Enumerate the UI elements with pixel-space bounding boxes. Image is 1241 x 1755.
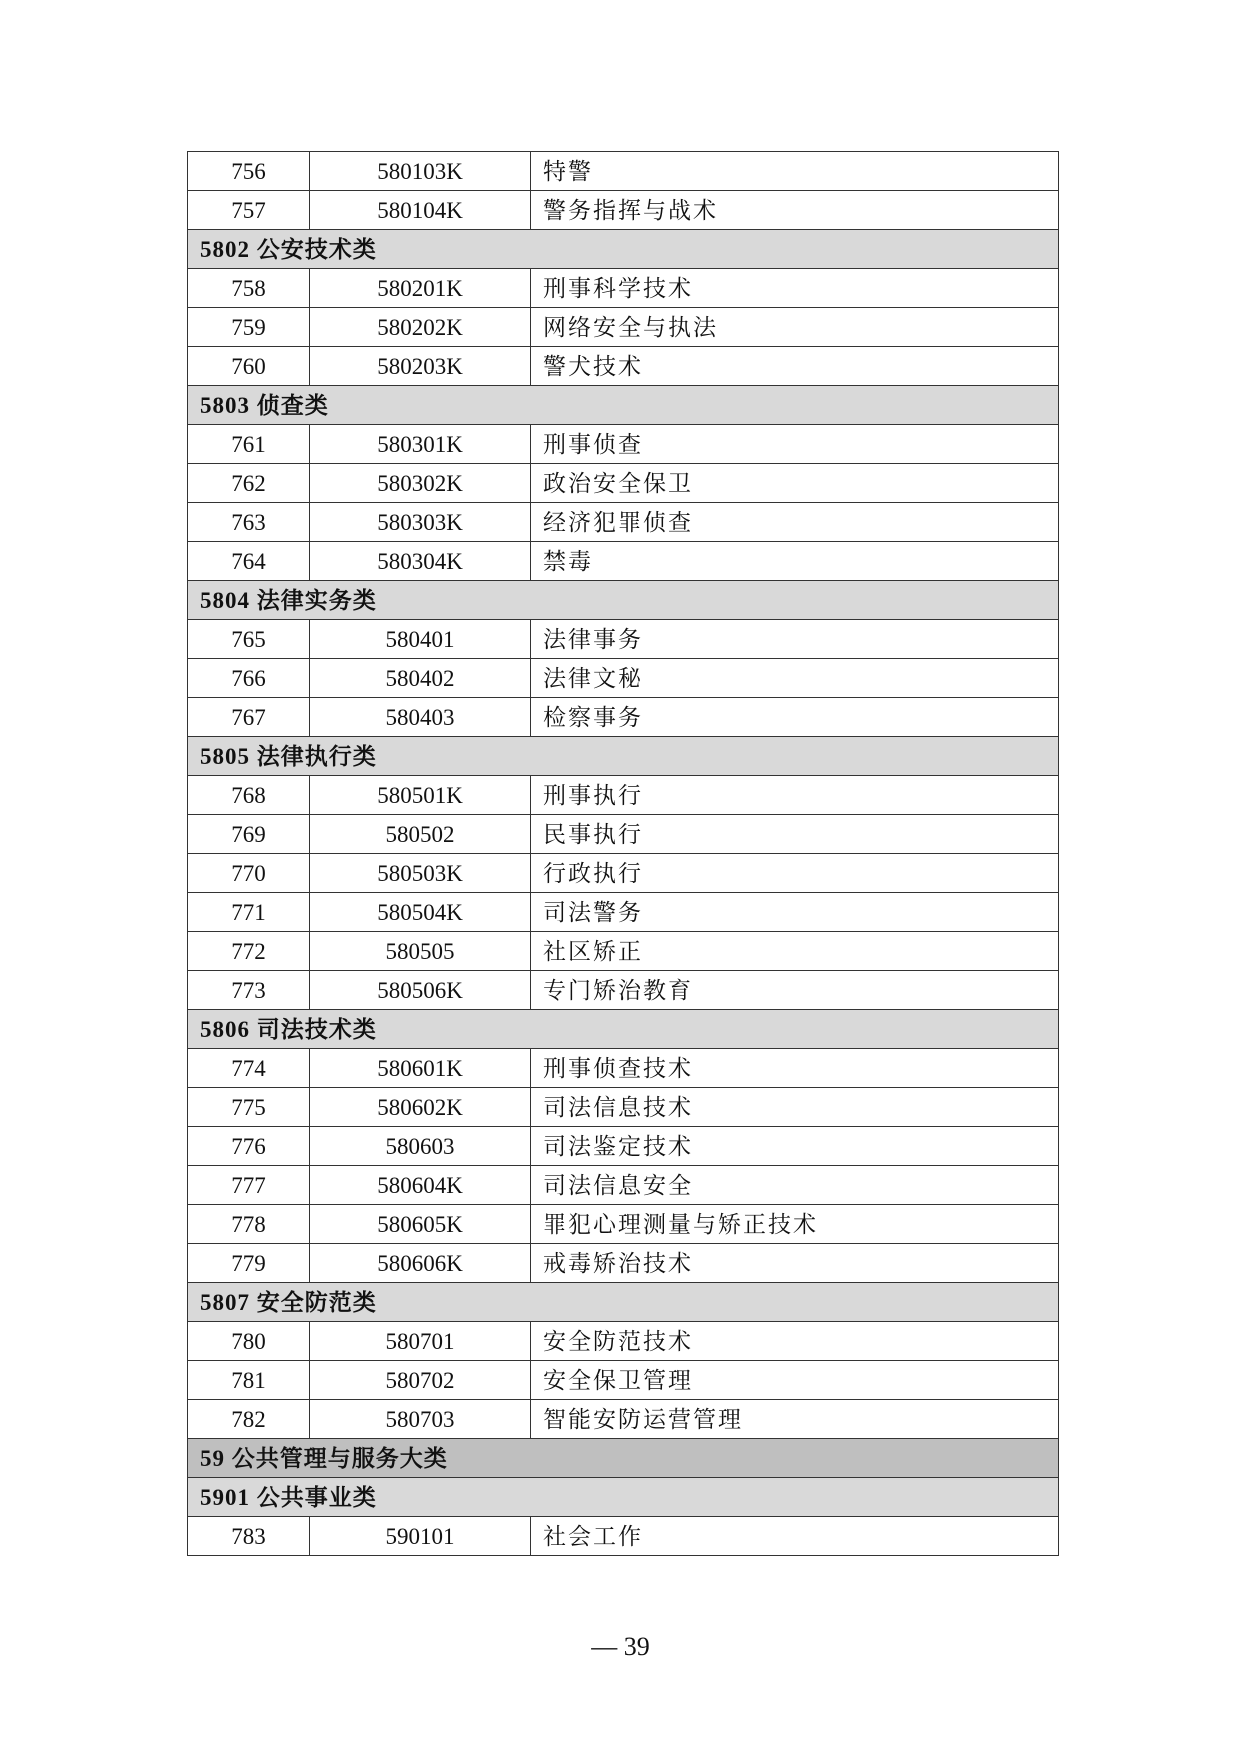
name-cell: 禁毒 [531, 542, 1059, 581]
table-row [188, 932, 1059, 971]
seq-cell: 763 [188, 503, 310, 542]
name-cell: 刑事侦查技术 [531, 1049, 1059, 1088]
table-row [188, 620, 1059, 659]
code-cell: 580703 [310, 1400, 531, 1439]
seq-cell: 757 [188, 191, 310, 230]
table-row [188, 971, 1059, 1010]
category-label: 5807 安全防范类 [188, 1283, 1059, 1322]
table-row [188, 698, 1059, 737]
table-row [188, 425, 1059, 464]
code-cell: 580506K [310, 971, 531, 1010]
name-cell: 智能安防运营管理 [531, 1400, 1059, 1439]
name-cell: 网络安全与执法 [531, 308, 1059, 347]
name-cell: 专门矫治教育 [531, 971, 1059, 1010]
category-row [188, 1010, 1059, 1049]
name-cell: 社区矫正 [531, 932, 1059, 971]
seq-cell: 778 [188, 1205, 310, 1244]
name-cell: 司法警务 [531, 893, 1059, 932]
seq-cell: 767 [188, 698, 310, 737]
code-cell: 580502 [310, 815, 531, 854]
category-row [188, 386, 1059, 425]
category-row [188, 737, 1059, 776]
table-row [188, 542, 1059, 581]
name-cell: 刑事执行 [531, 776, 1059, 815]
seq-cell: 764 [188, 542, 310, 581]
code-cell: 580606K [310, 1244, 531, 1283]
name-cell: 检察事务 [531, 698, 1059, 737]
code-cell: 580104K [310, 191, 531, 230]
seq-cell: 762 [188, 464, 310, 503]
code-cell: 580505 [310, 932, 531, 971]
table-row [188, 1400, 1059, 1439]
code-cell: 580301K [310, 425, 531, 464]
table-row [188, 776, 1059, 815]
major-catalog-table [187, 151, 1059, 1556]
major-category-label: 59 公共管理与服务大类 [188, 1439, 1059, 1478]
name-cell: 司法信息技术 [531, 1088, 1059, 1127]
table-row [188, 152, 1059, 191]
seq-cell: 768 [188, 776, 310, 815]
table-row [188, 464, 1059, 503]
name-cell: 罪犯心理测量与矫正技术 [531, 1205, 1059, 1244]
name-cell: 法律事务 [531, 620, 1059, 659]
table-row [188, 1244, 1059, 1283]
seq-cell: 779 [188, 1244, 310, 1283]
table-row [188, 308, 1059, 347]
seq-cell: 770 [188, 854, 310, 893]
table-row [188, 1166, 1059, 1205]
category-label: 5803 侦查类 [188, 386, 1059, 425]
seq-cell: 783 [188, 1517, 310, 1556]
code-cell: 580603 [310, 1127, 531, 1166]
category-label: 5802 公安技术类 [188, 230, 1059, 269]
seq-cell: 776 [188, 1127, 310, 1166]
code-cell: 580401 [310, 620, 531, 659]
name-cell: 政治安全保卫 [531, 464, 1059, 503]
code-cell: 580203K [310, 347, 531, 386]
category-row [188, 1478, 1059, 1517]
table-row [188, 1517, 1059, 1556]
name-cell: 警务指挥与战术 [531, 191, 1059, 230]
name-cell: 刑事科学技术 [531, 269, 1059, 308]
table-body [188, 152, 1059, 1556]
category-row [188, 1283, 1059, 1322]
name-cell: 司法鉴定技术 [531, 1127, 1059, 1166]
major-category-row [188, 1439, 1059, 1478]
code-cell: 580602K [310, 1088, 531, 1127]
table-row [188, 191, 1059, 230]
table-row [188, 503, 1059, 542]
seq-cell: 773 [188, 971, 310, 1010]
category-row [188, 230, 1059, 269]
table-row [188, 893, 1059, 932]
name-cell: 刑事侦查 [531, 425, 1059, 464]
code-cell: 580702 [310, 1361, 531, 1400]
table-row [188, 1205, 1059, 1244]
seq-cell: 758 [188, 269, 310, 308]
table-row [188, 269, 1059, 308]
code-cell: 580304K [310, 542, 531, 581]
code-cell: 580604K [310, 1166, 531, 1205]
category-label: 5806 司法技术类 [188, 1010, 1059, 1049]
table-row [188, 1322, 1059, 1361]
name-cell: 民事执行 [531, 815, 1059, 854]
table-row [188, 1088, 1059, 1127]
table-row [188, 1049, 1059, 1088]
table-row [188, 1127, 1059, 1166]
seq-cell: 772 [188, 932, 310, 971]
table-row [188, 347, 1059, 386]
name-cell: 司法信息安全 [531, 1166, 1059, 1205]
code-cell: 580501K [310, 776, 531, 815]
seq-cell: 761 [188, 425, 310, 464]
seq-cell: 760 [188, 347, 310, 386]
code-cell: 580701 [310, 1322, 531, 1361]
table-row [188, 854, 1059, 893]
seq-cell: 756 [188, 152, 310, 191]
seq-cell: 780 [188, 1322, 310, 1361]
code-cell: 580403 [310, 698, 531, 737]
seq-cell: 777 [188, 1166, 310, 1205]
seq-cell: 782 [188, 1400, 310, 1439]
seq-cell: 765 [188, 620, 310, 659]
code-cell: 580201K [310, 269, 531, 308]
name-cell: 社会工作 [531, 1517, 1059, 1556]
code-cell: 580504K [310, 893, 531, 932]
page-number: — 39 [591, 1632, 650, 1661]
seq-cell: 769 [188, 815, 310, 854]
name-cell: 安全保卫管理 [531, 1361, 1059, 1400]
code-cell: 580202K [310, 308, 531, 347]
category-row [188, 581, 1059, 620]
seq-cell: 774 [188, 1049, 310, 1088]
category-label: 5805 法律执行类 [188, 737, 1059, 776]
seq-cell: 771 [188, 893, 310, 932]
seq-cell: 766 [188, 659, 310, 698]
name-cell: 安全防范技术 [531, 1322, 1059, 1361]
code-cell: 580503K [310, 854, 531, 893]
code-cell: 580402 [310, 659, 531, 698]
code-cell: 580601K [310, 1049, 531, 1088]
table-row [188, 659, 1059, 698]
category-label: 5804 法律实务类 [188, 581, 1059, 620]
code-cell: 580303K [310, 503, 531, 542]
seq-cell: 775 [188, 1088, 310, 1127]
code-cell: 580605K [310, 1205, 531, 1244]
code-cell: 590101 [310, 1517, 531, 1556]
name-cell: 警犬技术 [531, 347, 1059, 386]
code-cell: 580103K [310, 152, 531, 191]
seq-cell: 781 [188, 1361, 310, 1400]
table-row [188, 1361, 1059, 1400]
name-cell: 戒毒矫治技术 [531, 1244, 1059, 1283]
name-cell: 经济犯罪侦查 [531, 503, 1059, 542]
seq-cell: 759 [188, 308, 310, 347]
table-row [188, 815, 1059, 854]
name-cell: 行政执行 [531, 854, 1059, 893]
name-cell: 特警 [531, 152, 1059, 191]
code-cell: 580302K [310, 464, 531, 503]
name-cell: 法律文秘 [531, 659, 1059, 698]
category-label: 5901 公共事业类 [188, 1478, 1059, 1517]
